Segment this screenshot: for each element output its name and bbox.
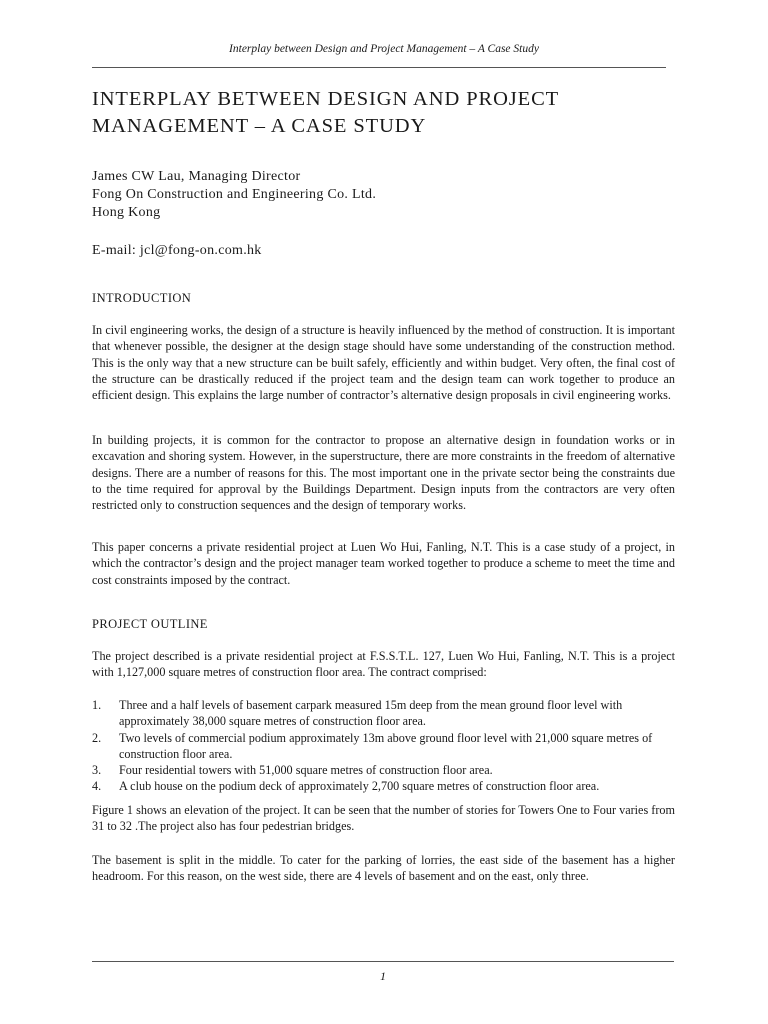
list-item-text: Three and a half levels of basement carpark measured 15m deep from the mean ground floor level with approximately 38,000 square metres of construction floor area. <box>119 698 623 729</box>
list-item <box>92 778 675 794</box>
section-heading-introduction: INTRODUCTION <box>92 291 192 305</box>
section-heading-project-outline: PROJECT OUTLINE <box>92 617 208 631</box>
title-line-2: MANAGEMENT – A CASE STUDY <box>92 115 427 137</box>
list-item-number: 4. <box>92 779 102 794</box>
outline-paragraph-basement: The basement is split in the middle. To cater for the parking of lorries, the east side of the basement has a higher headroom. For this reason, on the west side, there are 4 levels of basement and on the east, only three. <box>92 853 675 884</box>
list-item-text: A club house on the podium deck of approximately 2,700 square metres of construction floor area. <box>119 779 600 794</box>
running-head: Interplay between Design and Project Management – A Case Study <box>229 43 539 55</box>
author-block <box>92 168 676 222</box>
list-item <box>92 730 675 763</box>
list-item-text: Two levels of commercial podium approximately 13m above ground floor level with 21,000 square metres of construction floor area. <box>119 730 653 761</box>
intro-paragraph-1: In civil engineering works, the design of a structure is heavily influenced by the method of construction. It is important that whenever possible, the designer at the design stage should have some understanding of the construction method. This is the only way that a new structure can be built safely, efficiently and within budget. Very often, the final cost of the structure can be drastically reduced if the project team and the design team can work together to produce an efficient design. This explains the large number of contractor’s alternative design proposals in civil engineering works. <box>92 323 675 403</box>
author-email: E-mail: jcl@fong-on.com.hk <box>92 243 262 258</box>
title-line-1: INTERPLAY BETWEEN DESIGN AND PROJECT <box>92 88 560 110</box>
header-rule <box>92 67 666 68</box>
list-item-number: 2. <box>92 730 102 745</box>
author-location: Hong Kong <box>92 205 161 220</box>
list-item <box>92 697 675 730</box>
list-item <box>92 762 675 778</box>
list-item-number: 3. <box>92 763 102 778</box>
contract-items-list <box>92 697 675 795</box>
footer-rule <box>92 961 674 962</box>
list-item-number: 1. <box>92 698 102 712</box>
outline-intro-paragraph: The project described is a private residential project at F.S.S.T.L. 127, Luen Wo Hui, Fanling, N.T. This is a project with 1,127,000 square metres of construction floor area. The contract comprised: <box>92 649 675 680</box>
intro-paragraph-3: This paper concerns a private residential project at Luen Wo Hui, Fanling, N.T. This is a case study of a project, in which the contractor’s design and the project manager team worked together to produce a scheme to meet the time and cost constraints imposed by the contract. <box>92 540 675 587</box>
author-company: Fong On Construction and Engineering Co. Ltd. <box>92 187 377 202</box>
outline-paragraph-figure: Figure 1 shows an elevation of the project. It can be seen that the number of stories for Towers One to Four varies from 31 to 32 .The project also has four pedestrian bridges. <box>92 803 675 834</box>
page-number: 1 <box>380 969 386 983</box>
intro-paragraph-2: In building projects, it is common for the contractor to propose an alternative design in foundation works or in excavation and shoring system. However, in the superstructure, there are more constraints in the freedom of alternative designs. There are a number of reasons for this. The most important one in the private sector being the constraints due to the time required for approval by the Buildings Department. Design inputs from the contractors are very often restricted only to construction sequences and the design of temporary works. <box>92 433 675 513</box>
list-item-text: Four residential towers with 51,000 square metres of construction floor area. <box>119 763 493 778</box>
paper-title <box>92 86 676 140</box>
author-name: James CW Lau, Managing Director <box>92 169 301 184</box>
